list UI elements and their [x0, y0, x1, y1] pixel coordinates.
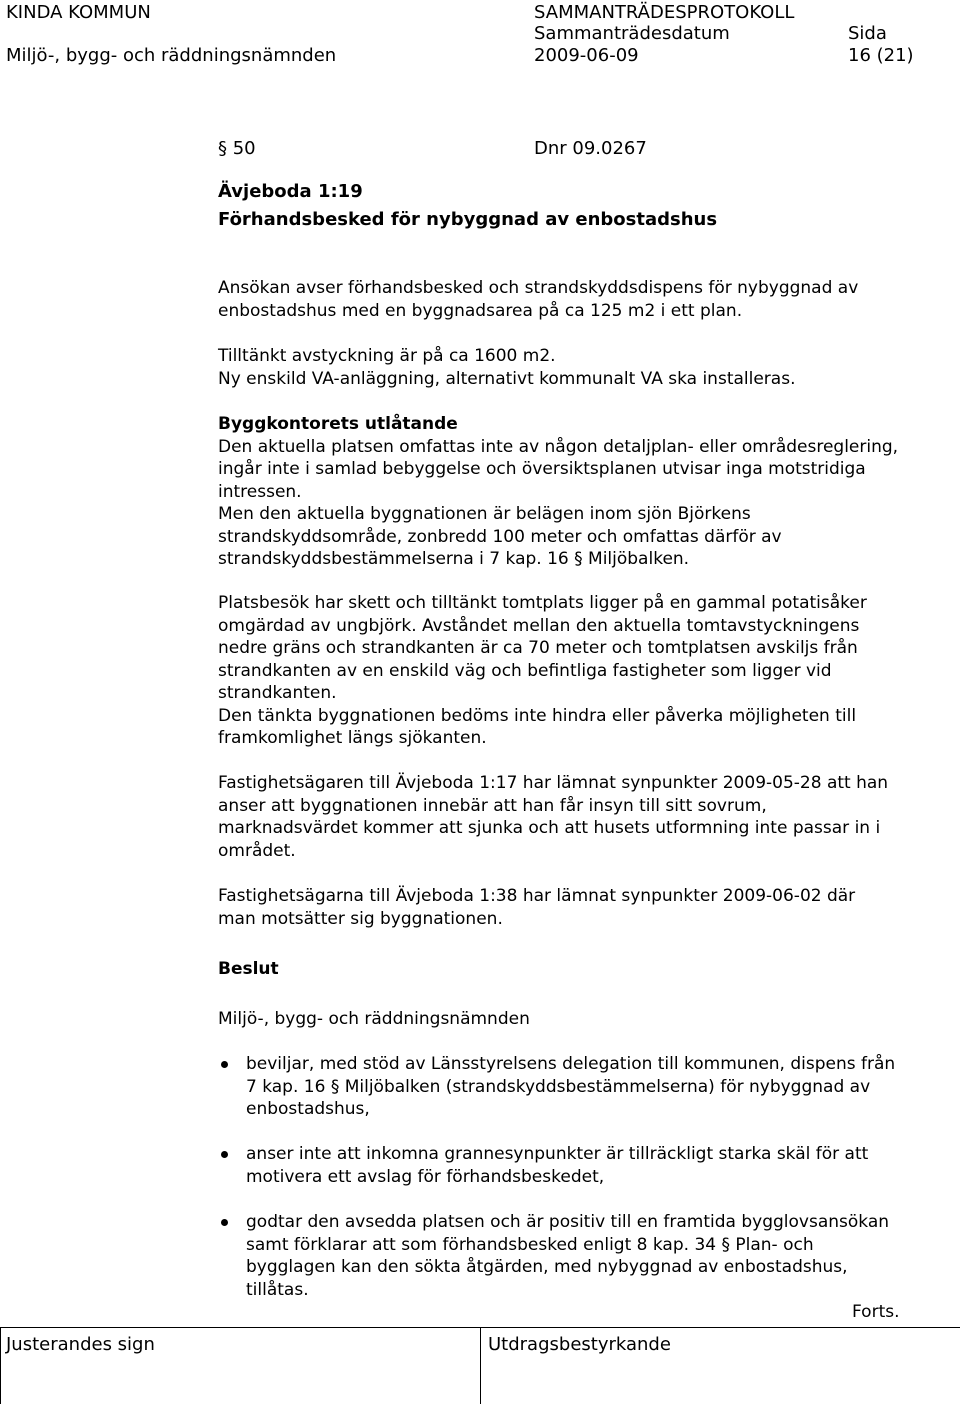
bullet-icon: [221, 1219, 228, 1226]
text-line: man motsätter sig byggnationen.: [218, 908, 503, 929]
text-line: marknadsvärdet kommer att sjunka och att husets utformning inte passar in i: [218, 818, 881, 838]
text-line: beviljar, med stöd av Länsstyrelsens delegation till kommunen, dispens från: [246, 1054, 896, 1074]
text-line: motivera ett avslag för förhandsbeskedet,: [246, 1166, 605, 1187]
text-line: Fastighetsägaren till Ävjeboda 1:17 har lämnat synpunkter 2009-05-28 att han: [218, 773, 889, 793]
text-line: anser inte att inkomna grannesynpunkter är tillräckligt starka skäl för att: [246, 1144, 869, 1164]
text-line: bygglagen kan den sökta åtgärden, med nybyggnad av enbostadshus,: [246, 1257, 848, 1277]
footer-column-divider: [480, 1327, 481, 1404]
text-line: strandkanten.: [218, 683, 337, 703]
text-line: 7 kap. 16 § Miljöbalken (strandskyddsbestämmelserna) för nybyggnad av: [246, 1076, 871, 1097]
meeting-date-label: Sammanträdesdatum: [534, 23, 730, 44]
signature-field: Justerandes sign: [6, 1334, 155, 1355]
owner-2-paragraph: [218, 885, 960, 930]
meeting-date: 2009-06-09: [534, 45, 639, 66]
text-line: området.: [218, 840, 296, 861]
item-title-line-1: Ävjeboda 1:19: [218, 181, 363, 202]
text-line: Fastighetsägarna till Ävjeboda 1:38 har lämnat synpunkter 2009-06-02 där: [218, 886, 856, 906]
text-line: enbostadshus,: [246, 1099, 370, 1119]
site-visit-paragraph: [218, 592, 960, 750]
text-line: strandskyddsområde, zonbredd 100 meter och omfattas därför av: [218, 526, 782, 547]
bullet-icon: [221, 1061, 228, 1068]
item-number-value: 50: [232, 138, 256, 159]
decision-item-1: [246, 1053, 895, 1121]
text-line: ingår inte i samlad bebyggelse och översiktsplanen utvisar inga motstridiga: [218, 459, 866, 479]
continued-note: Forts.: [852, 1302, 900, 1322]
text-line: tillåtas.: [246, 1279, 309, 1300]
page-number: 16 (21): [848, 45, 914, 66]
application-paragraph: [218, 277, 960, 322]
text-line: framkomlighet längs sjökanten.: [218, 728, 487, 748]
text-line: Den tänkta byggnationen bedöms inte hindra eller påverka möjligheten till: [218, 705, 857, 726]
organization-name: KINDA KOMMUN: [6, 2, 151, 23]
decision-heading: Beslut: [218, 959, 279, 979]
text-line: samt förklarar att som förhandsbesked enligt 8 kap. 34 § Plan- och: [246, 1234, 814, 1255]
item-title-line-2: Förhandsbesked för nybyggnad av enbostadshus: [218, 209, 718, 230]
item-number: [218, 138, 256, 160]
text-line: strandskyddsbestämmelserna i 7 kap. 16 § Miljöbalken.: [218, 549, 690, 569]
text-line: anser att byggnationen innebär att han får insyn till sitt sovrum,: [218, 795, 767, 816]
text-line: nedre gräns och strandkanten är ca 70 meter och tomtplatsen avskiljs från: [218, 638, 858, 658]
text-line: godtar den avsedda platsen och är positiv till en framtida bygglovsansökan: [246, 1212, 890, 1232]
text-line: enbostadshus med en byggnadsarea på ca 125 m2 i ett plan.: [218, 300, 743, 321]
decision-item-2: [246, 1143, 868, 1188]
text-line: Platsbesök har skett och tilltänkt tomtplats ligger på en gammal potatisåker: [218, 593, 867, 613]
text-line: omgärdad av ungbjörk. Avståndet mellan den aktuella tomtavstyckningens: [218, 615, 860, 636]
text-line: Ansökan avser förhandsbesked och strandskyddsdispens för nybyggnad av: [218, 278, 859, 298]
dnr: Dnr 09.0267: [534, 138, 647, 159]
page-label: Sida: [848, 23, 887, 44]
text-line: intressen.: [218, 481, 302, 502]
committee-name: Miljö-, bygg- och räddningsnämnden: [6, 45, 337, 66]
text-line: Ny enskild VA-anläggning, alternativt kommunalt VA ska installeras.: [218, 368, 796, 389]
section-symbol: §: [218, 138, 227, 159]
text-line: Tilltänkt avstyckning är på ca 1600 m2.: [218, 346, 556, 366]
plans-paragraph: [218, 345, 960, 390]
bullet-icon: [221, 1151, 228, 1158]
decision-item-3: [246, 1211, 889, 1301]
footer-left-border: [0, 1327, 1, 1404]
excerpt-certification-field: Utdragsbestyrkande: [488, 1334, 671, 1355]
owner-1-paragraph: [218, 772, 960, 862]
text-line: Men den aktuella byggnationen är belägen inom sjön Björkens: [218, 504, 751, 524]
text-line: strandkanten av en enskild väg och befintliga fastigheter som ligger vid: [218, 660, 832, 681]
text-line: Den aktuella platsen omfattas inte av någon detaljplan- eller områdesreglering,: [218, 436, 899, 457]
document-type: SAMMANTRÄDESPROTOKOLL: [534, 2, 795, 23]
statement-section: [218, 413, 960, 571]
statement-heading: Byggkontorets utlåtande: [218, 414, 458, 434]
decision-body: Miljö-, bygg- och räddningsnämnden: [218, 1009, 530, 1029]
